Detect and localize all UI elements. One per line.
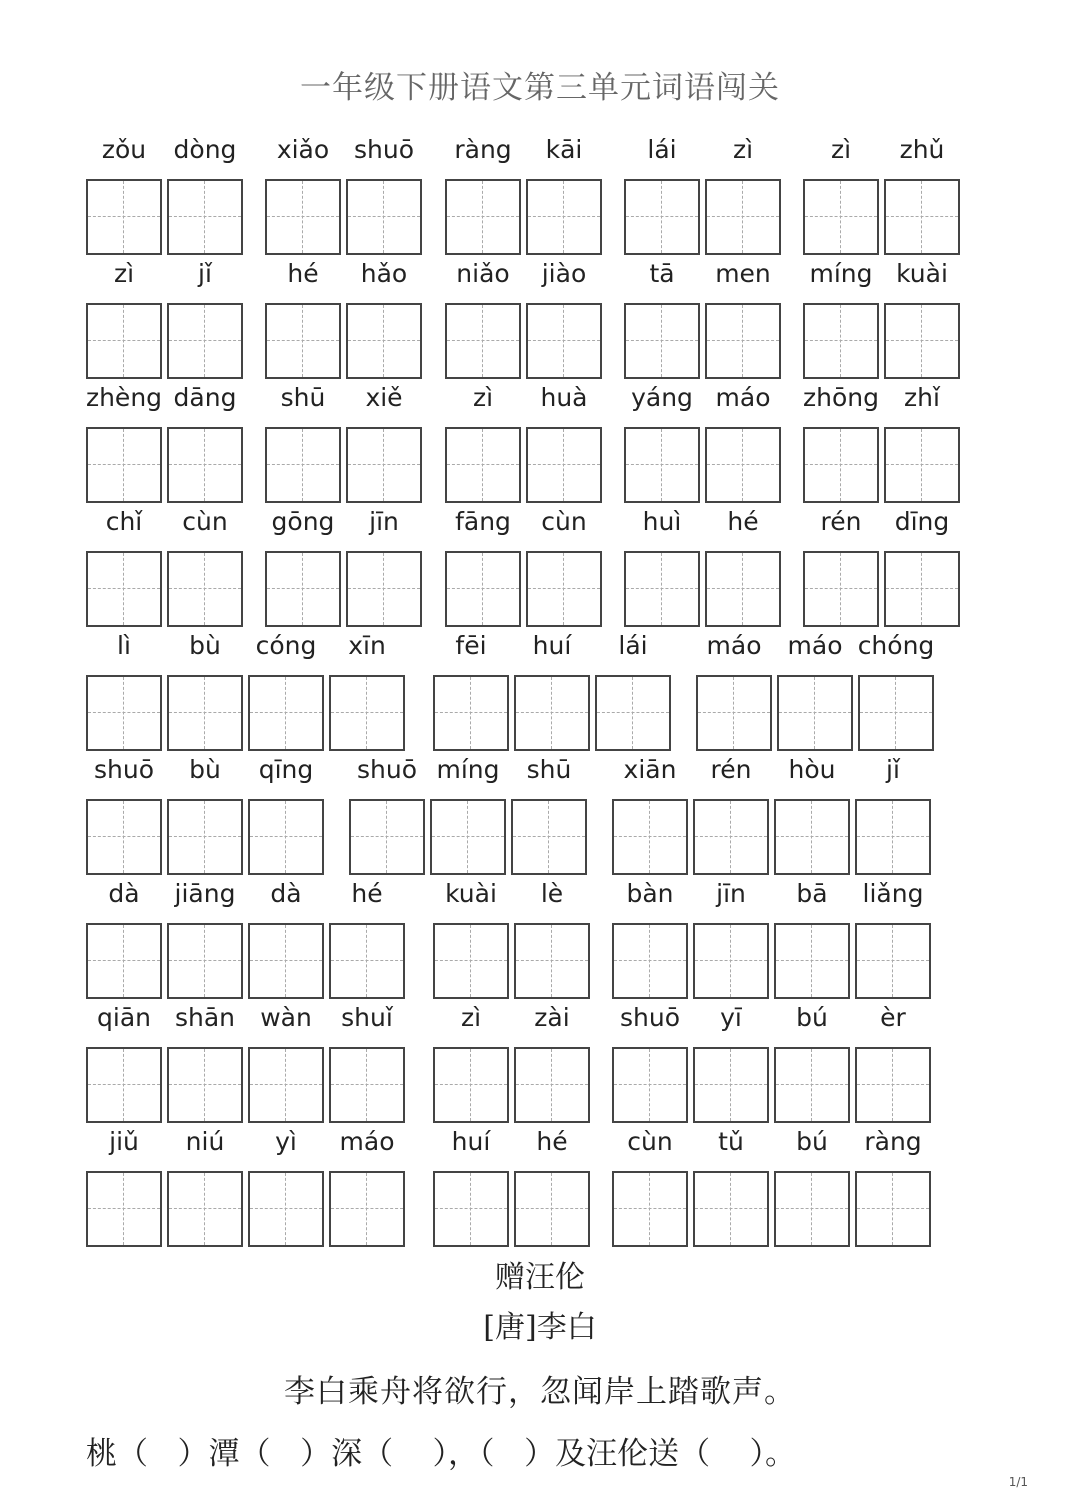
poem-line-1: 李白乘舟将欲行，忽闻岸上踏歌声。	[284, 1374, 796, 1410]
pinyin-label: xīn	[348, 631, 386, 660]
tianzige-writing-box[interactable]	[514, 923, 590, 999]
pinyin-label: zì	[460, 1003, 482, 1032]
tianzige-writing-box[interactable]	[433, 1171, 509, 1247]
pinyin-label: ràng	[454, 135, 512, 164]
pinyin-label: dòng	[173, 135, 237, 164]
pinyin-label: bú	[796, 1127, 828, 1156]
word-row	[0, 1127, 1080, 1247]
tianzige-writing-box[interactable]	[855, 799, 931, 875]
tianzige-writing-box[interactable]	[167, 179, 243, 255]
pinyin-label: bā	[796, 879, 828, 908]
tianzige-writing-box[interactable]	[624, 179, 700, 255]
pinyin-label: zì	[113, 259, 135, 288]
poem-author: [唐]李白	[483, 1310, 597, 1345]
tianzige-writing-box[interactable]	[167, 1171, 243, 1247]
tianzige-writing-box[interactable]	[346, 427, 422, 503]
poem-title: 赠汪伦	[495, 1260, 585, 1295]
tianzige-writing-box[interactable]	[624, 303, 700, 379]
word-row	[0, 755, 1080, 875]
pinyin-label: zhǐ	[904, 383, 940, 412]
pinyin-label: bàn	[626, 879, 674, 908]
pinyin-label: shuō	[619, 1003, 680, 1032]
tianzige-writing-box[interactable]	[526, 551, 602, 627]
tianzige-writing-box[interactable]	[855, 923, 931, 999]
pinyin-label: kāi	[545, 135, 583, 164]
pinyin-label: shū	[526, 755, 572, 784]
tianzige-writing-box[interactable]	[705, 551, 781, 627]
tianzige-writing-box[interactable]	[526, 179, 602, 255]
pinyin-label: xiě	[365, 383, 403, 412]
pinyin-label: dīng	[894, 507, 950, 536]
pinyin-label: chǐ	[105, 507, 143, 536]
word-row	[0, 1003, 1080, 1123]
word-row	[0, 383, 1080, 503]
pinyin-label: bù	[189, 631, 221, 660]
pinyin-label: kuài	[445, 879, 497, 908]
poem-line-2-fill-in: 桃（ ）潭（ ）深（ ），（ ）及汪伦送（ ）。	[86, 1436, 797, 1472]
pinyin-label: shān	[174, 1003, 236, 1032]
pinyin-label: yáng	[631, 383, 693, 412]
pinyin-label: shuō	[356, 755, 417, 784]
tianzige-writing-box[interactable]	[346, 179, 422, 255]
tianzige-writing-box[interactable]	[612, 1171, 688, 1247]
tianzige-writing-box[interactable]	[774, 1171, 850, 1247]
pinyin-label: cùn	[182, 507, 228, 536]
pinyin-label: jǐ	[198, 259, 212, 288]
tianzige-writing-box[interactable]	[248, 1171, 324, 1247]
tianzige-writing-box[interactable]	[248, 799, 324, 875]
tianzige-writing-box[interactable]	[705, 303, 781, 379]
tianzige-writing-box[interactable]	[248, 675, 324, 751]
pinyin-label: hòu	[788, 755, 836, 784]
tianzige-writing-box[interactable]	[329, 923, 405, 999]
pinyin-label: jīn	[369, 507, 399, 536]
pinyin-label: niǎo	[456, 259, 510, 288]
pinyin-label: tǔ	[718, 1127, 744, 1156]
tianzige-writing-box[interactable]	[167, 923, 243, 999]
pinyin-label: fēi	[455, 631, 487, 660]
tianzige-writing-box[interactable]	[248, 1047, 324, 1123]
pinyin-label: cóng	[255, 631, 317, 660]
tianzige-writing-box[interactable]	[705, 179, 781, 255]
tianzige-writing-box[interactable]	[445, 179, 521, 255]
tianzige-writing-box[interactable]	[595, 675, 671, 751]
tianzige-writing-box[interactable]	[248, 923, 324, 999]
pinyin-label: zǒu	[101, 135, 147, 164]
pinyin-label: kuài	[896, 259, 948, 288]
pinyin-label: bù	[189, 755, 221, 784]
pinyin-label: wàn	[260, 1003, 312, 1032]
tianzige-writing-box[interactable]	[167, 799, 243, 875]
pinyin-label: ràng	[864, 1127, 922, 1156]
word-row	[0, 135, 1080, 255]
tianzige-writing-box[interactable]	[349, 799, 425, 875]
word-row	[0, 631, 1080, 751]
pinyin-label: fāng	[455, 507, 511, 536]
tianzige-writing-box[interactable]	[884, 427, 960, 503]
pinyin-label: lì	[117, 631, 131, 660]
pinyin-label: qiān	[97, 1003, 151, 1032]
pinyin-label: dà	[108, 879, 140, 908]
pinyin-label: dāng	[173, 383, 237, 412]
tianzige-writing-box[interactable]	[86, 303, 162, 379]
tianzige-writing-box[interactable]	[433, 923, 509, 999]
tianzige-writing-box[interactable]	[696, 675, 772, 751]
tianzige-writing-box[interactable]	[884, 303, 960, 379]
pinyin-label: hé	[727, 507, 759, 536]
pinyin-label: cùn	[541, 507, 587, 536]
pinyin-label: zhèng	[85, 383, 163, 412]
tianzige-writing-box[interactable]	[433, 1047, 509, 1123]
pinyin-label: shuō	[93, 755, 154, 784]
pinyin-label: xiān	[623, 755, 677, 784]
tianzige-writing-box[interactable]	[265, 179, 341, 255]
tianzige-writing-box[interactable]	[612, 923, 688, 999]
pinyin-label: zhōng	[803, 383, 879, 412]
tianzige-writing-box[interactable]	[624, 551, 700, 627]
tianzige-writing-box[interactable]	[86, 923, 162, 999]
pinyin-label: zì	[732, 135, 754, 164]
pinyin-label: bú	[796, 1003, 828, 1032]
page-title: 一年级下册语文第三单元词语闯关	[300, 70, 780, 106]
tianzige-writing-box[interactable]	[265, 303, 341, 379]
tianzige-writing-box[interactable]	[445, 303, 521, 379]
pinyin-label: rén	[710, 755, 752, 784]
pinyin-label: hé	[351, 879, 383, 908]
pinyin-label: cùn	[627, 1127, 673, 1156]
pinyin-label: zì	[830, 135, 852, 164]
tianzige-writing-box[interactable]	[265, 551, 341, 627]
tianzige-writing-box[interactable]	[774, 923, 850, 999]
tianzige-writing-box[interactable]	[803, 551, 879, 627]
tianzige-writing-box[interactable]	[86, 1171, 162, 1247]
tianzige-writing-box[interactable]	[693, 1047, 769, 1123]
tianzige-writing-box[interactable]	[705, 427, 781, 503]
word-row	[0, 507, 1080, 627]
tianzige-writing-box[interactable]	[346, 551, 422, 627]
tianzige-writing-box[interactable]	[858, 675, 934, 751]
pinyin-label: hǎo	[360, 259, 408, 288]
pinyin-label: lái	[618, 631, 648, 660]
pinyin-label: máo	[706, 631, 762, 660]
pinyin-label: shuō	[353, 135, 414, 164]
pinyin-label: niú	[185, 1127, 225, 1156]
tianzige-writing-box[interactable]	[346, 303, 422, 379]
tianzige-writing-box[interactable]	[265, 427, 341, 503]
tianzige-writing-box[interactable]	[803, 427, 879, 503]
pinyin-label: hé	[536, 1127, 568, 1156]
tianzige-writing-box[interactable]	[884, 179, 960, 255]
tianzige-writing-box[interactable]	[514, 1171, 590, 1247]
tianzige-writing-box[interactable]	[86, 675, 162, 751]
pinyin-label: jiào	[541, 259, 587, 288]
pinyin-label: chóng	[857, 631, 935, 660]
tianzige-writing-box[interactable]	[624, 427, 700, 503]
pinyin-label: míng	[809, 259, 873, 288]
pinyin-label: jiāng	[174, 879, 236, 908]
page-number: 1/1	[1008, 1475, 1028, 1489]
tianzige-writing-box[interactable]	[445, 427, 521, 503]
tianzige-writing-box[interactable]	[777, 675, 853, 751]
pinyin-label: dà	[270, 879, 302, 908]
pinyin-label: yī	[720, 1003, 742, 1032]
tianzige-writing-box[interactable]	[693, 1171, 769, 1247]
pinyin-label: huí	[532, 631, 572, 660]
pinyin-label: xiǎo	[276, 135, 330, 164]
pinyin-label: men	[715, 259, 771, 288]
tianzige-writing-box[interactable]	[329, 1047, 405, 1123]
tianzige-writing-box[interactable]	[167, 303, 243, 379]
pinyin-label: hé	[287, 259, 319, 288]
tianzige-writing-box[interactable]	[514, 675, 590, 751]
tianzige-writing-box[interactable]	[329, 675, 405, 751]
tianzige-writing-box[interactable]	[86, 799, 162, 875]
pinyin-label: qīng	[258, 755, 314, 784]
tianzige-writing-box[interactable]	[86, 1047, 162, 1123]
tianzige-writing-box[interactable]	[511, 799, 587, 875]
pinyin-label: lái	[647, 135, 677, 164]
pinyin-label: máo	[715, 383, 771, 412]
tianzige-writing-box[interactable]	[86, 551, 162, 627]
tianzige-writing-box[interactable]	[693, 799, 769, 875]
tianzige-writing-box[interactable]	[803, 179, 879, 255]
pinyin-label: jǐ	[886, 755, 900, 784]
tianzige-writing-box[interactable]	[612, 1047, 688, 1123]
pinyin-label: máo	[339, 1127, 395, 1156]
pinyin-label: èr	[880, 1003, 906, 1032]
tianzige-writing-box[interactable]	[514, 1047, 590, 1123]
tianzige-writing-box[interactable]	[430, 799, 506, 875]
pinyin-label: shū	[280, 383, 326, 412]
pinyin-label: míng	[436, 755, 500, 784]
tianzige-writing-box[interactable]	[167, 1047, 243, 1123]
pinyin-label: huà	[540, 383, 588, 412]
tianzige-writing-box[interactable]	[329, 1171, 405, 1247]
pinyin-label: tā	[649, 259, 675, 288]
tianzige-writing-box[interactable]	[612, 799, 688, 875]
tianzige-writing-box[interactable]	[774, 1047, 850, 1123]
pinyin-label: yì	[275, 1127, 297, 1156]
tianzige-writing-box[interactable]	[693, 923, 769, 999]
tianzige-writing-box[interactable]	[86, 427, 162, 503]
pinyin-label: rén	[820, 507, 862, 536]
tianzige-writing-box[interactable]	[855, 1047, 931, 1123]
tianzige-writing-box[interactable]	[803, 303, 879, 379]
tianzige-writing-box[interactable]	[884, 551, 960, 627]
pinyin-label: zhǔ	[899, 135, 945, 164]
tianzige-writing-box[interactable]	[167, 427, 243, 503]
word-row	[0, 259, 1080, 379]
tianzige-writing-box[interactable]	[433, 675, 509, 751]
pinyin-label: jīn	[716, 879, 746, 908]
tianzige-writing-box[interactable]	[855, 1171, 931, 1247]
pinyin-label: lè	[540, 879, 564, 908]
pinyin-label: huì	[642, 507, 682, 536]
pinyin-label: zì	[472, 383, 494, 412]
tianzige-writing-box[interactable]	[86, 179, 162, 255]
pinyin-label: jiǔ	[109, 1127, 139, 1156]
pinyin-label: zài	[534, 1003, 570, 1032]
tianzige-writing-box[interactable]	[526, 303, 602, 379]
pinyin-label: máo	[787, 631, 843, 660]
tianzige-writing-box[interactable]	[526, 427, 602, 503]
pinyin-label: liǎng	[862, 879, 924, 908]
pinyin-label: shuǐ	[341, 1003, 393, 1032]
tianzige-writing-box[interactable]	[774, 799, 850, 875]
pinyin-label: gōng	[271, 507, 335, 536]
pinyin-label: huí	[451, 1127, 491, 1156]
tianzige-writing-box[interactable]	[445, 551, 521, 627]
tianzige-writing-box[interactable]	[167, 675, 243, 751]
tianzige-writing-box[interactable]	[167, 551, 243, 627]
word-row	[0, 879, 1080, 999]
